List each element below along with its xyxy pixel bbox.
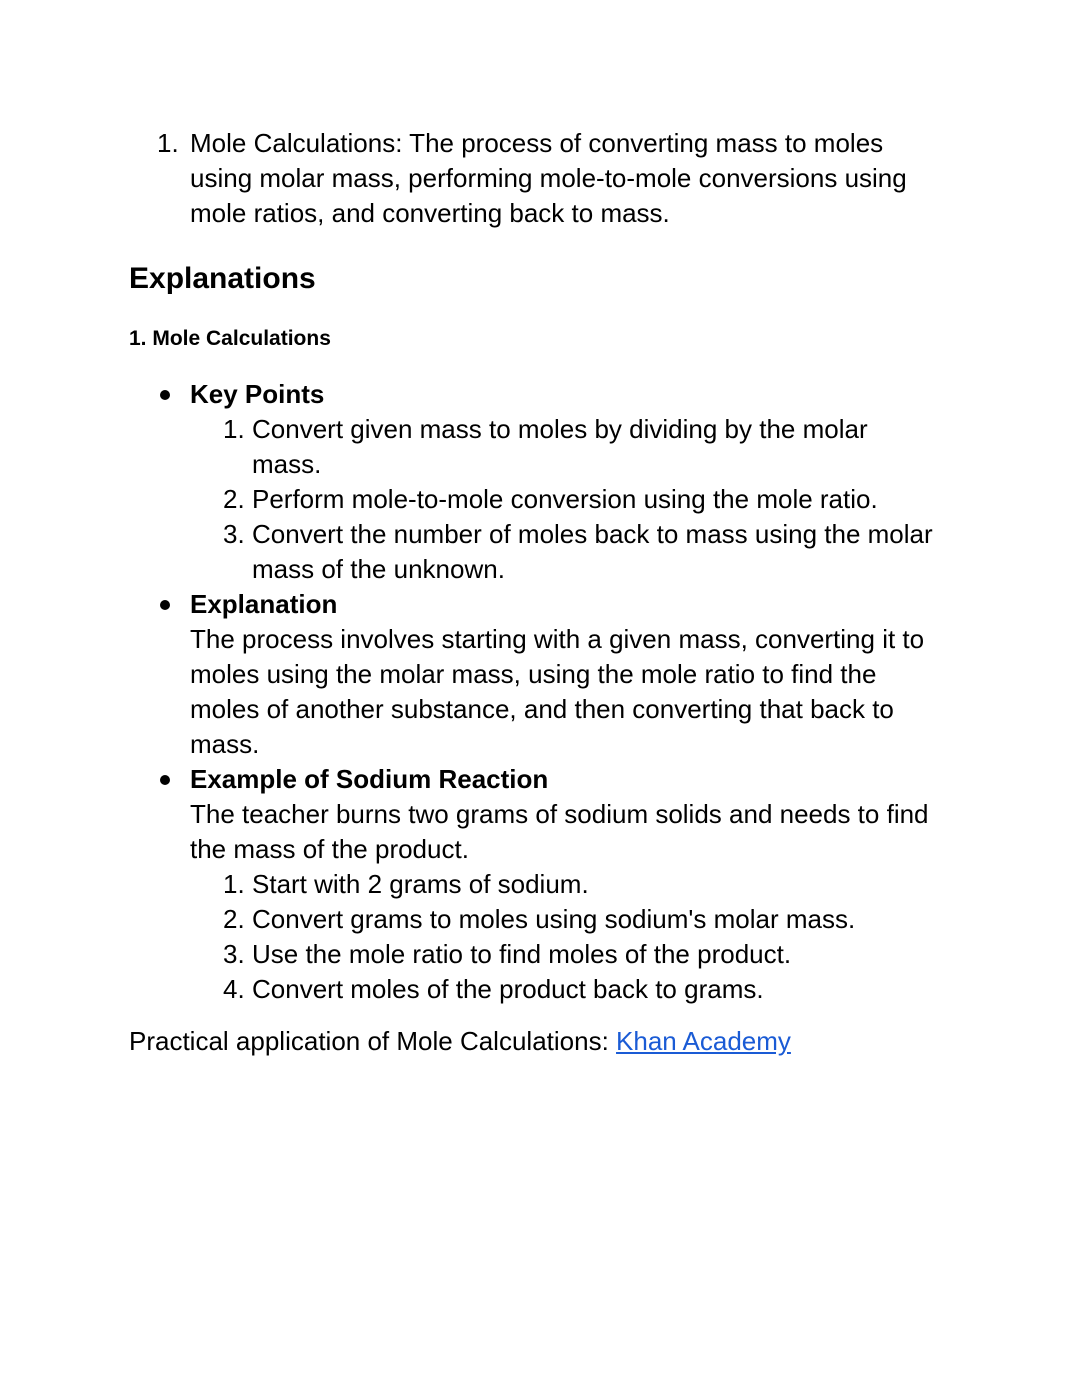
list-item-text: Use the mole ratio to find moles of the product. [252,939,792,969]
bullet-icon [160,600,170,610]
list-number: 2. [223,904,245,934]
list-item-text: Convert grams to moles using sodium's molar mass. [252,904,856,934]
list-item [129,867,940,902]
closing-paragraph [129,1024,940,1059]
bullet-body-text: The process involves starting with a given mass, converting it to moles using the molar mass, using the mole ratio to find the moles of another substance, and then converting that back to mass. [190,624,925,759]
bullet-list [129,377,940,1007]
list-number: 1. [223,869,245,899]
list-number: 1. [157,128,179,158]
bullet-title: Key Points [190,379,325,409]
bullet-body [129,622,940,762]
section-subheading: 1. Mole Calculations [129,327,331,350]
list-item-text: Perform mole-to-mole conversion using the mole ratio. [252,484,878,514]
bullet-item-key-points [129,377,940,587]
list-item [129,937,940,972]
list-item-text: Convert given mass to moles by dividing by the molar mass. [252,414,868,479]
bullet-title: Example of Sodium Reaction [190,764,549,794]
list-item [129,482,940,517]
list-item [129,902,940,937]
list-item [129,412,940,482]
bullet-title: Explanation [190,589,338,619]
list-number: 2. [223,484,245,514]
closing-text: Practical application of Mole Calculations: [129,1026,617,1056]
list-item-text: Mole Calculations: The process of converting mass to moles using molar mass, performing mole-to-mole conversions using mole ratios, and converting back to mass. [190,128,907,228]
bullet-item-sodium-example [129,762,940,1007]
list-item-text: Convert the number of moles back to mass using the molar mass of the unknown. [252,519,933,584]
list-number: 3. [223,519,245,549]
list-item [129,126,940,231]
bullet-icon [160,390,170,400]
bullet-icon [160,775,170,785]
list-number: 3. [223,939,245,969]
khan-academy-link[interactable]: Khan Academy [616,1026,791,1056]
list-number: 4. [223,974,245,1004]
page-title: Explanations [129,262,316,295]
bullet-body-text: The teacher burns two grams of sodium solids and needs to find the mass of the product. [190,799,929,864]
list-number: 1. [223,414,245,444]
list-item-text: Start with 2 grams of sodium. [252,869,589,899]
list-item [129,972,940,1007]
list-item-text: Convert moles of the product back to grams. [252,974,764,1004]
bullet-item-explanation [129,587,940,762]
bullet-body [129,797,940,867]
list-item [129,517,940,587]
